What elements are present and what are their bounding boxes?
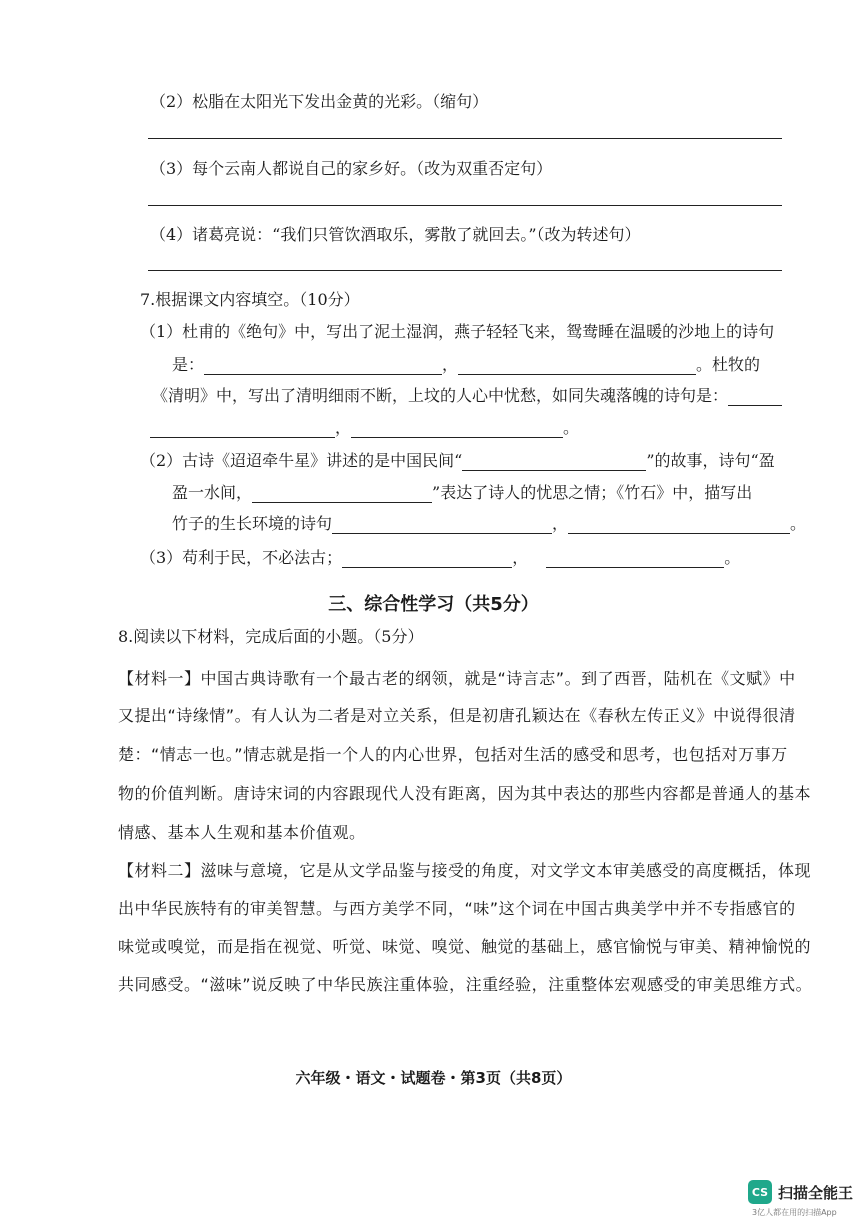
text: ”表达了诗人的忧思之情；《竹石》中，描写出 <box>432 483 753 502</box>
material2-line: 共同感受。“滋味”说反映了中华民族注重体验，注重经验，注重整体宏观感受的审美思维方式。 <box>118 975 813 994</box>
section-title: 三、综合性学习（共5分） <box>328 594 539 615</box>
watermark-tagline: 3亿人都在用的扫描App <box>752 1208 837 1217</box>
q7-part2-line3 <box>172 514 806 534</box>
text: 。 <box>790 514 807 533</box>
text: （3）苟利于民，不必法古； <box>140 548 343 567</box>
material1-line: 物的价值判断。唐诗宋词的内容跟现代人没有距离，因为其中表达的那些内容都是普通人的基本 <box>118 784 812 803</box>
page-footer: 六年级・语文・试题卷・第3页（共8页） <box>295 1069 572 1087</box>
q7-part1-line4 <box>150 418 579 438</box>
text: ， <box>335 418 352 437</box>
material1-line: 又提出“诗缘情”。有人认为二者是对立关系，但是初唐孔颖达在《春秋左传正义》中说得很清 <box>118 706 796 725</box>
material1-line: 楚：“情志一也。”情志就是指一个人的内心世界，包括对生活的感受和思考，也包括对万事万 <box>118 745 788 764</box>
fill-blank[interactable] <box>458 358 696 375</box>
text: 《清明》中，写出了清明细雨不断，上坟的人心中忧愁，如同失魂落魄的诗句是： <box>152 386 729 405</box>
q7-part3 <box>140 548 740 568</box>
q6-item3: （3）每个云南人都说自己的家乡好。（改为双重否定句） <box>150 159 553 178</box>
fill-blank[interactable] <box>150 421 335 438</box>
answer-line <box>148 205 782 206</box>
text: ， <box>552 514 569 533</box>
fill-blank[interactable] <box>462 454 646 471</box>
text: 是： <box>172 355 205 374</box>
material1-line: 情感、基本人生观和基本价值观。 <box>118 823 366 842</box>
q7-part1-line3 <box>152 386 782 406</box>
scanner-watermark <box>748 1180 853 1204</box>
text: ”的故事，诗句“盈 <box>646 451 775 470</box>
q7-heading: 7.根据课文内容填空。（10分） <box>140 290 360 309</box>
text: 。杜牧的 <box>696 355 761 374</box>
cs-logo-icon: CS <box>748 1180 772 1204</box>
material2-line: 【材料二】滋味与意境，它是从文学品鉴与接受的角度，对文学文本审美感受的高度概括，体现 <box>118 861 812 880</box>
q8-heading: 8.阅读以下材料，完成后面的小题。（5分） <box>118 627 424 646</box>
fill-blank[interactable] <box>204 358 442 375</box>
fill-blank[interactable] <box>252 486 432 503</box>
q7-part2-line1 <box>140 451 775 471</box>
answer-line <box>148 138 782 139</box>
fill-blank[interactable] <box>332 517 552 534</box>
fill-blank[interactable] <box>728 389 782 406</box>
text: ， <box>442 355 459 374</box>
material2-line: 出中华民族特有的审美智慧。与西方美学不同，“味”这个词在中国古典美学中并不专指感官的 <box>118 899 796 918</box>
answer-line <box>148 270 782 271</box>
text: （2）古诗《迢迢牵牛星》讲述的是中国民间“ <box>140 451 463 470</box>
q7-part1-line2 <box>172 355 760 375</box>
text: 盈一水间， <box>172 483 253 502</box>
fill-blank[interactable] <box>342 551 512 568</box>
text: 。 <box>724 548 741 567</box>
fill-blank[interactable] <box>546 551 724 568</box>
text: 。 <box>563 418 580 437</box>
q7-part2-line2 <box>172 483 752 503</box>
fill-blank[interactable] <box>568 517 790 534</box>
material2-line: 味觉或嗅觉，而是指在视觉、听觉、味觉、嗅觉、触觉的基础上，感官愉悦与审美、精神愉悦的 <box>118 937 812 956</box>
fill-blank[interactable] <box>351 421 563 438</box>
text: ， <box>512 548 529 567</box>
q6-item2: （2）松脂在太阳光下发出金黄的光彩。（缩句） <box>150 92 489 111</box>
q7-part1-line1: （1）杜甫的《绝句》中，写出了泥土湿润，燕子轻轻飞来，鸳鸯睡在温暖的沙地上的诗句 <box>140 322 775 341</box>
q6-item4: （4）诸葛亮说：“我们只管饮酒取乐，雾散了就回去。”（改为转述句） <box>150 225 641 244</box>
text: 竹子的生长环境的诗句 <box>172 514 333 533</box>
material1-line: 【材料一】中国古典诗歌有一个最古老的纲领，就是“诗言志”。到了西晋，陆机在《文赋》中 <box>118 669 796 688</box>
watermark-app-name: 扫描全能王 <box>778 1183 854 1202</box>
